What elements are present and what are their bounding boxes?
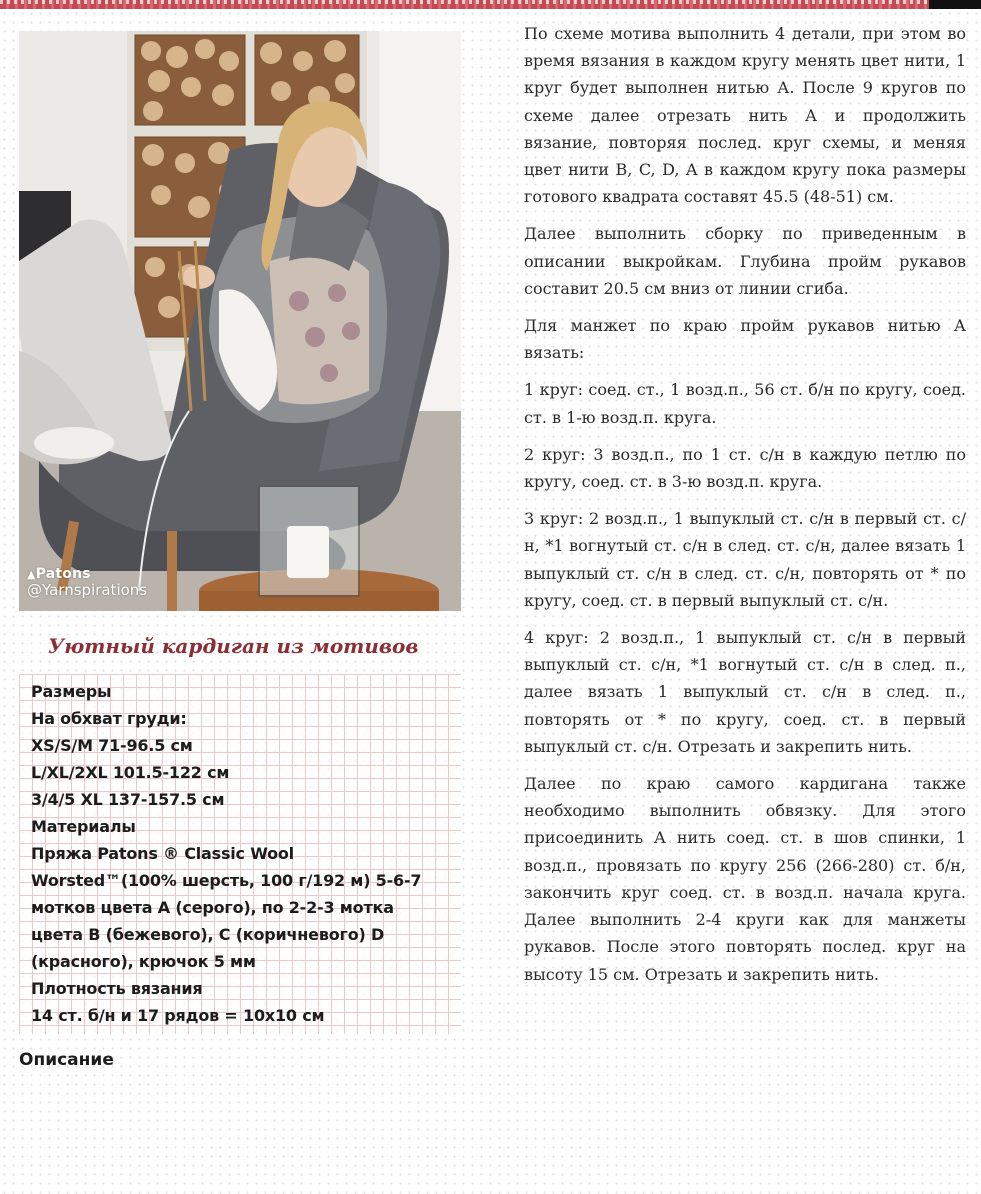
instructions-column: [524, 20, 966, 998]
spec-line: XS/S/M 71-96.5 см: [31, 736, 193, 755]
cardigan-photo: [19, 31, 461, 611]
photo-watermark: ▲Patons @Yarnspirations: [27, 566, 148, 599]
top-band-pattern: [0, 0, 981, 4]
instruction-paragraph: 2 круг: 3 возд.п., по 1 ст. с/н в каждую петлю по кругу, соед. ст. в 3-ю возд.п. круга.: [524, 444, 966, 492]
spec-line: L/XL/2XL 101.5-122 см: [31, 763, 230, 782]
instruction-paragraph: Далее по краю самого кардигана также необходимо выполнить обвязку. Для этого присоединить А нить соед. ст. в шов спинки, 1 возд.п., провязать по кругу 256 (266-280) ст. б/н, закончить круг соед. ст. в возд.п. начала круга. Далее выполнить 2-4 круги как для манжеты рукавов. После этого повторять послед. круг на высоту 15 см. Отрезать и закрепить нить.: [524, 774, 966, 984]
instruction-paragraph: 3 круг: 2 возд.п., 1 выпуклый ст. с/н в первый ст. с/н, *1 вогнутый ст. с/н в след. ст. с/н, далее вязать 1 выпуклый ст. с/н в след. ст. с/н, повторять от * по кругу, соед. ст. в первый выпуклый ст. с/н.: [524, 509, 966, 610]
instruction-paragraph: 1 круг: соед. ст., 1 возд.п., 56 ст. б/н по кругу, соед. ст. в 1-ю возд.п. круга.: [524, 380, 966, 427]
spec-line: На обхват груди:: [31, 709, 187, 728]
spec-line: 14 ст. б/н и 17 рядов = 10х10 см: [31, 1006, 325, 1025]
spec-line: (красного), крючок 5 мм: [31, 952, 256, 971]
spec-line: цвета B (бежевого), C (коричневого) D: [31, 925, 385, 944]
instruction-paragraph: Для манжет по краю пройм рукавов нитью А вязать:: [524, 316, 966, 363]
pattern-title: Уютный кардиган из мотивов: [48, 634, 419, 658]
description-heading: Описание: [19, 1050, 114, 1070]
spec-line: Материалы: [31, 817, 136, 836]
watermark-brand: Patons: [35, 566, 91, 582]
spec-line: Worsted™(100% шерсть, 100 г/192 м) 5-6-7: [31, 871, 422, 890]
instruction-paragraph: Далее выполнить сборку по приведенным в описании выкройкам. Глубина пройм рукавов составит 20.5 см вниз от линии сгиба.: [524, 224, 966, 298]
spec-line: 3/4/5 XL 137-157.5 см: [31, 790, 225, 809]
spec-line: мотков цвета A (серого), по 2-2-3 мотка: [31, 898, 394, 917]
spec-line: Пряжа Patons ® Classic Wool: [31, 844, 294, 863]
specs-list: [31, 678, 421, 1029]
spec-line: Размеры: [31, 682, 112, 701]
top-corner-block: [929, 0, 981, 9]
watermark-handle: @Yarnspirations: [27, 581, 148, 599]
spec-line: Плотность вязания: [31, 979, 203, 998]
instruction-paragraph: По схеме мотива выполнить 4 детали, при этом во время вязания в каждом кругу менять цвет нити, 1 круг будет выполнен нитью А. После 9 кругов по схеме далее отрезать нить А и продолжить вязание, повторяя послед. круг схемы, и меняя цвет нити B, C, D, A в каждом кругу пока размеры готового квадрата составят 45.5 (48-51) см.: [524, 24, 966, 207]
instruction-paragraph: 4 круг: 2 возд.п., 1 выпуклый ст. с/н в первый выпуклый ст. с/н, *1 вогнутый ст. с/н в след. п., далее вязать 1 выпуклый ст. с/н в след. п., повторять от * по кругу, соед. ст. в первый выпуклый ст. с/н. Отрезать и закрепить нить.: [524, 628, 966, 756]
